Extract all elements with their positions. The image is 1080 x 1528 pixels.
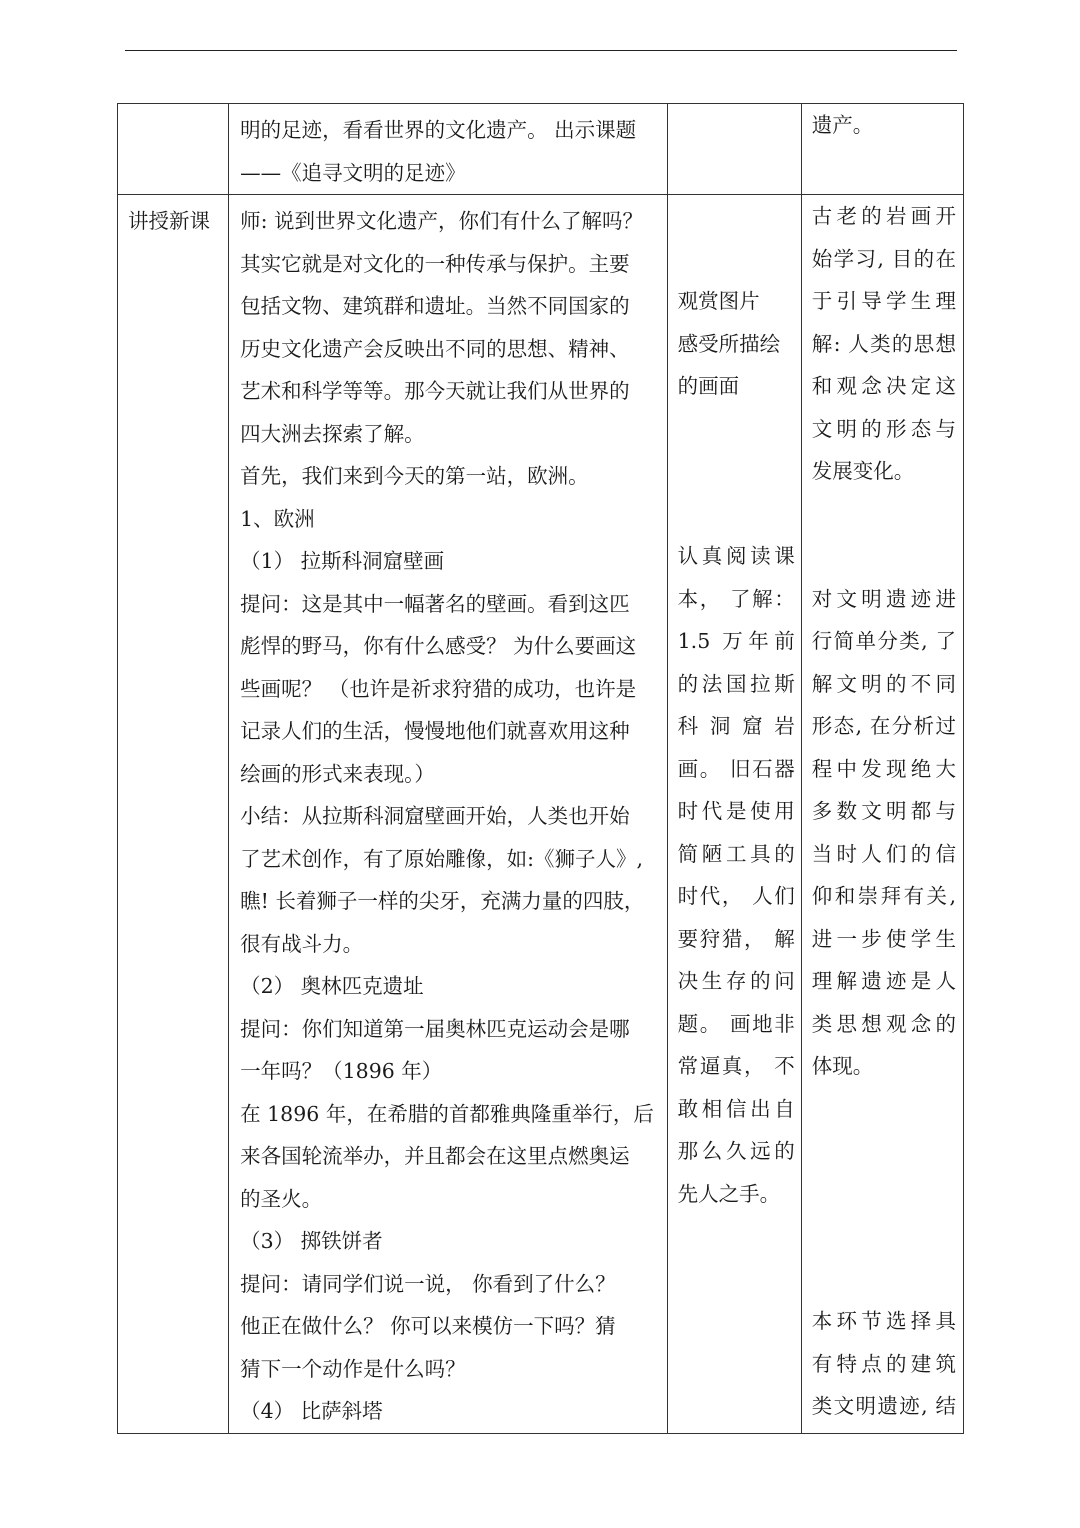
intent-line: 进一步使学生 [811,926,956,951]
intent-line: 遗产。 [811,113,874,137]
intent-line: 有特点的建筑 [811,1351,956,1376]
intent-line: 于引导学生理 [811,289,956,313]
intent-line: 本环节选择具 [811,1309,956,1333]
activity-line: 决生存的问 [677,969,795,993]
activity-line: 先人之手。 [677,1181,781,1206]
content-line: 记录人们的生活，慢慢地他们就喜欢用这种 [240,719,630,743]
table-row [118,195,964,1434]
intent-line: 当时人们的信 [811,841,956,866]
content-line: 明的足迹，看看世界的文化遗产。 出示课题 [240,118,637,142]
intent-line: 解文明的不同 [811,671,956,696]
intent-line: 解: 人类的思想 [811,331,956,356]
content-line: 艺术和科学等等。那今天就让我们从世界的 [240,379,630,403]
content-line: 其实它就是对文化的一种传承与保护。主要 [240,251,630,276]
activity-line: 时代， 人们 [677,884,795,908]
content-line: 绘画的形式来表现。） [240,761,435,786]
content-line: 的圣火。 [240,1186,323,1211]
activity-line: 要狩猎， 解 [677,926,795,951]
activity-line: 本， 了解： [677,586,795,611]
activity-line: 那么久远的 [677,1139,795,1163]
teaching-content-cell [229,104,668,195]
activity-line: 敢相信出自 [677,1096,795,1121]
content-line: 彪悍的野马，你有什么感受？ 为什么要画这 [240,634,637,658]
activity-line: 的画面 [677,374,740,398]
content-line: 来各国轮流举办，并且都会在这里点燃奥运 [240,1144,630,1168]
stage-label: 讲授新课 [128,209,210,233]
content-line: 师: 说到世界文化遗产，你们有什么了解吗？ [240,209,644,233]
content-line: 了艺术创作，有了原始雕像，如:《狮子人》, [240,846,644,871]
content-line: 1、欧洲 [240,506,315,531]
header-rule [125,50,957,51]
intent-line: 行简单分类, 了 [811,629,956,653]
content-line: （1） 拉斯科洞窟壁画 [240,549,445,573]
content-line: 提问：请同学们说一说， 你看到了什么？ [240,1271,616,1296]
content-line: （4） 比萨斜塔 [240,1399,383,1423]
content-line: 首先，我们来到今天的第一站，欧洲。 [240,464,589,488]
intent-line: 体现。 [811,1054,874,1078]
intent-line: 始学习, 目的在 [811,246,956,271]
content-line: 提问：这是其中一幅著名的壁画。看到这匹 [240,591,630,616]
content-line: 他正在做什么？ 你可以来模仿一下吗？猜 [240,1314,616,1338]
activity-line: 画。 旧石器 [677,756,795,781]
content-line: ——《追寻文明的足迹》 [240,160,466,185]
content-line: 很有战斗力。 [240,931,364,956]
activity-line: 题。 画地非 [677,1011,795,1036]
stage-label-cell [118,195,229,1434]
content-line: 些画呢？ （也许是祈求狩猎的成功，也许是 [240,676,637,701]
content-line: （3） 掷铁饼者 [240,1229,383,1253]
activity-line: 感受所描绘 [677,331,781,356]
intent-line: 类思想观念的 [811,1011,956,1036]
activity-line: 观赏图片 [677,289,760,313]
content-line: 四大洲去探索了解。 [240,421,425,446]
teaching-content-cell [229,195,668,1434]
table-row [118,104,964,195]
content-line: 小结：从拉斯科洞窟壁画开始，人类也开始 [240,804,630,828]
intent-line: 古老的岩画开 [811,204,956,228]
intent-line: 多数文明都与 [811,799,956,823]
lesson-plan-table [117,103,964,1434]
student-activity-cell [667,195,801,1434]
stage-label-cell [118,104,229,195]
content-line: （2） 奥林匹克遗址 [240,974,424,998]
intent-line: 发展变化。 [811,459,915,483]
intent-line: 程中发现绝大 [811,756,956,781]
intent-line: 对文明遗迹进 [811,586,956,611]
intent-line: 文明的形态与 [811,416,956,441]
intent-line: 仰和崇拜有关, [811,884,956,908]
student-activity-cell [667,104,801,195]
activity-line: 简陋工具的 [677,841,795,866]
content-line: 猜下一个动作是什么吗？ [240,1356,466,1381]
content-line: 包括文物、建筑群和遗址。当然不同国家的 [240,294,630,318]
content-line: 历史文化遗产会反映出不同的思想、精神、 [240,336,630,361]
activity-line: 时代是使用 [677,799,795,823]
intent-line: 类文明遗迹, 结 [811,1394,956,1418]
activity-line: 认真阅读课 [677,544,795,568]
content-line: 提问：你们知道第一届奥林匹克运动会是哪 [240,1016,630,1041]
intent-line: 和观念决定这 [811,374,956,398]
design-intent-cell [801,104,963,195]
content-line: 一年吗？（1896 年） [240,1059,443,1083]
content-line: 在 1896 年，在希腊的首都雅典隆重举行，后 [240,1101,654,1126]
content-line: 瞧! 长着狮子一样的尖牙，充满力量的四肢， [240,889,645,913]
activity-line: 的法国拉斯 [677,671,795,696]
activity-line: 科 洞 窟 岩 [677,714,795,738]
activity-line: 1.5 万年前 [677,629,795,653]
design-intent-cell [801,195,963,1434]
intent-line: 形态, 在分析过 [811,714,956,738]
activity-line: 常逼真， 不 [677,1054,795,1078]
intent-line: 理解遗迹是人 [811,969,956,993]
